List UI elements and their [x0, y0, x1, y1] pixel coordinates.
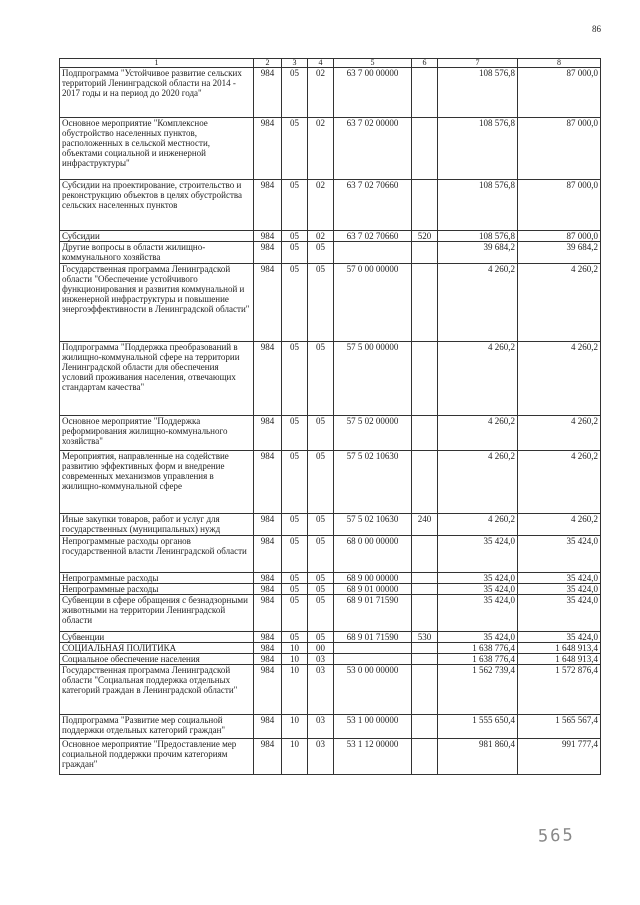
column-header: 1 [60, 59, 254, 68]
table-row [60, 643, 601, 654]
target-article: 57 5 02 10630 [334, 514, 412, 536]
row-name: СОЦИАЛЬНАЯ ПОЛИТИКА [60, 643, 254, 654]
target-article: 53 1 12 00000 [334, 739, 412, 775]
subsection-code: 02 [308, 231, 334, 242]
expense-type [412, 739, 438, 775]
table-row [60, 595, 601, 632]
amount-col8: 87 000,0 [518, 231, 601, 242]
subsection-code: 03 [308, 739, 334, 775]
table-row [60, 264, 601, 342]
section-code: 10 [282, 654, 308, 665]
amount-col8: 4 260,2 [518, 514, 601, 536]
row-name: Основное мероприятие "Поддержка реформирования жилищно-коммунального хозяйства" [60, 416, 254, 451]
expense-type [412, 416, 438, 451]
table-row [60, 68, 601, 118]
target-article: 57 0 00 00000 [334, 264, 412, 342]
table-row [60, 231, 601, 242]
ministry-code: 984 [254, 584, 282, 595]
target-article: 53 0 00 00000 [334, 665, 412, 715]
row-name: Государственная программа Ленинградской области "Обеспечение устойчивого функционирования и развития коммунальной и инженерной инфраструктуры и повышение энергоэффективности в Ленинградской области" [60, 264, 254, 342]
ministry-code: 984 [254, 715, 282, 739]
expense-type [412, 342, 438, 416]
section-code: 10 [282, 715, 308, 739]
amount-col8: 35 424,0 [518, 595, 601, 632]
handwritten-page-number: 565 [537, 825, 576, 847]
amount-col7: 1 555 650,4 [438, 715, 518, 739]
subsection-code: 05 [308, 451, 334, 514]
amount-col8: 39 684,2 [518, 242, 601, 264]
subsection-code: 05 [308, 342, 334, 416]
column-header: 5 [334, 59, 412, 68]
expense-type: 240 [412, 514, 438, 536]
table-row [60, 584, 601, 595]
section-code: 05 [282, 242, 308, 264]
amount-col7: 4 260,2 [438, 514, 518, 536]
section-code: 05 [282, 451, 308, 514]
amount-col7: 35 424,0 [438, 595, 518, 632]
row-name: Основное мероприятие "Комплексное обустройство населенных пунктов, расположенных в сельской местности, объектами социальной и инженерной инфраструктуры" [60, 118, 254, 180]
target-article [334, 242, 412, 264]
expense-type [412, 654, 438, 665]
table-row [60, 242, 601, 264]
subsection-code: 03 [308, 654, 334, 665]
subsection-code: 05 [308, 264, 334, 342]
section-code: 05 [282, 342, 308, 416]
subsection-code: 05 [308, 632, 334, 643]
row-name: Субвенции в сфере обращения с безнадзорными животными на территории Ленинградской области [60, 595, 254, 632]
target-article: 68 9 01 00000 [334, 584, 412, 595]
table-row [60, 632, 601, 643]
target-article: 68 9 00 00000 [334, 573, 412, 584]
expense-type [412, 242, 438, 264]
subsection-code: 05 [308, 573, 334, 584]
column-header: 3 [282, 59, 308, 68]
section-code: 05 [282, 595, 308, 632]
ministry-code: 984 [254, 665, 282, 715]
row-name: Другие вопросы в области жилищно-коммунального хозяйства [60, 242, 254, 264]
table-row [60, 180, 601, 231]
amount-col8: 87 000,0 [518, 180, 601, 231]
table-row [60, 451, 601, 514]
target-article: 63 7 02 70660 [334, 180, 412, 231]
section-code: 05 [282, 231, 308, 242]
table-row [60, 573, 601, 584]
amount-col8: 35 424,0 [518, 536, 601, 573]
amount-col8: 87 000,0 [518, 68, 601, 118]
row-name: Непрограммные расходы [60, 573, 254, 584]
amount-col7: 108 576,8 [438, 68, 518, 118]
section-code: 10 [282, 643, 308, 654]
target-article: 63 7 02 70660 [334, 231, 412, 242]
ministry-code: 984 [254, 231, 282, 242]
ministry-code: 984 [254, 632, 282, 643]
ministry-code: 984 [254, 573, 282, 584]
table-row [60, 514, 601, 536]
expense-type [412, 264, 438, 342]
amount-col8: 35 424,0 [518, 573, 601, 584]
column-number-row [60, 59, 601, 68]
subsection-code: 05 [308, 416, 334, 451]
row-name: Подпрограмма "Развитие мер социальной поддержки отдельных категорий граждан" [60, 715, 254, 739]
ministry-code: 984 [254, 118, 282, 180]
subsection-code: 00 [308, 643, 334, 654]
amount-col7: 35 424,0 [438, 573, 518, 584]
expense-type [412, 118, 438, 180]
section-code: 05 [282, 536, 308, 573]
amount-col7: 1 638 776,4 [438, 654, 518, 665]
target-article: 68 0 00 00000 [334, 536, 412, 573]
ministry-code: 984 [254, 536, 282, 573]
target-article: 68 9 01 71590 [334, 595, 412, 632]
row-name: Подпрограмма "Устойчивое развитие сельских территорий Ленинградской области на 2014 - 2017 годы и на период до 2020 года" [60, 68, 254, 118]
target-article: 63 7 02 00000 [334, 118, 412, 180]
target-article: 63 7 00 00000 [334, 68, 412, 118]
amount-col7: 108 576,8 [438, 180, 518, 231]
amount-col7: 4 260,2 [438, 416, 518, 451]
target-article [334, 654, 412, 665]
amount-col8: 1 565 567,4 [518, 715, 601, 739]
amount-col7: 981 860,4 [438, 739, 518, 775]
ministry-code: 984 [254, 595, 282, 632]
expense-type: 520 [412, 231, 438, 242]
amount-col7: 1 562 739,4 [438, 665, 518, 715]
amount-col7: 35 424,0 [438, 584, 518, 595]
ministry-code: 984 [254, 180, 282, 231]
expense-type [412, 715, 438, 739]
row-name: Государственная программа Ленинградской области "Социальная поддержка отдельных категорий граждан в Ленинградской области" [60, 665, 254, 715]
table-row [60, 739, 601, 775]
table-row [60, 118, 601, 180]
ministry-code: 984 [254, 654, 282, 665]
expense-type [412, 180, 438, 231]
amount-col8: 87 000,0 [518, 118, 601, 180]
amount-col7: 4 260,2 [438, 451, 518, 514]
amount-col8: 1 648 913,4 [518, 643, 601, 654]
ministry-code: 984 [254, 68, 282, 118]
expense-type [412, 584, 438, 595]
expense-type [412, 643, 438, 654]
amount-col7: 4 260,2 [438, 342, 518, 416]
budget-table [59, 58, 601, 775]
row-name: Основное мероприятие "Предоставление мер социальной поддержки прочим категориям граждан" [60, 739, 254, 775]
target-article: 53 1 00 00000 [334, 715, 412, 739]
amount-col8: 35 424,0 [518, 632, 601, 643]
column-header: 7 [438, 59, 518, 68]
amount-col7: 4 260,2 [438, 264, 518, 342]
target-article [334, 643, 412, 654]
amount-col7: 35 424,0 [438, 632, 518, 643]
page-number: 86 [592, 24, 601, 34]
ministry-code: 984 [254, 451, 282, 514]
subsection-code: 02 [308, 118, 334, 180]
amount-col7: 39 684,2 [438, 242, 518, 264]
ministry-code: 984 [254, 416, 282, 451]
ministry-code: 984 [254, 643, 282, 654]
table-row [60, 416, 601, 451]
amount-col8: 35 424,0 [518, 584, 601, 595]
subsection-code: 05 [308, 595, 334, 632]
target-article: 57 5 02 00000 [334, 416, 412, 451]
target-article: 57 5 00 00000 [334, 342, 412, 416]
section-code: 05 [282, 632, 308, 643]
section-code: 05 [282, 416, 308, 451]
subsection-code: 02 [308, 180, 334, 231]
table-row [60, 715, 601, 739]
amount-col7: 35 424,0 [438, 536, 518, 573]
subsection-code: 03 [308, 665, 334, 715]
section-code: 05 [282, 68, 308, 118]
expense-type [412, 573, 438, 584]
section-code: 05 [282, 180, 308, 231]
amount-col8: 4 260,2 [518, 416, 601, 451]
table-row [60, 665, 601, 715]
row-name: Иные закупки товаров, работ и услуг для государственных (муниципальных) нужд [60, 514, 254, 536]
row-name: Субсидии на проектирование, строительство и реконструкцию объектов в целях обустройства сельских населенных пунктов [60, 180, 254, 231]
column-header: 6 [412, 59, 438, 68]
row-name: Непрограммные расходы [60, 584, 254, 595]
subsection-code: 05 [308, 514, 334, 536]
amount-col8: 4 260,2 [518, 342, 601, 416]
table-row [60, 654, 601, 665]
amount-col7: 108 576,8 [438, 118, 518, 180]
ministry-code: 984 [254, 342, 282, 416]
subsection-code: 05 [308, 536, 334, 573]
row-name: Субвенции [60, 632, 254, 643]
row-name: Социальное обеспечение населения [60, 654, 254, 665]
expense-type [412, 451, 438, 514]
amount-col7: 108 576,8 [438, 231, 518, 242]
row-name: Непрограммные расходы органов государственной власти Ленинградской области [60, 536, 254, 573]
table-row [60, 536, 601, 573]
row-name: Мероприятия, направленные на содействие развитию эффективных форм и внедрение современных механизмов управления в жилищно-коммунальной сфере [60, 451, 254, 514]
expense-type [412, 595, 438, 632]
column-header: 4 [308, 59, 334, 68]
section-code: 05 [282, 118, 308, 180]
ministry-code: 984 [254, 264, 282, 342]
section-code: 05 [282, 514, 308, 536]
amount-col8: 991 777,4 [518, 739, 601, 775]
ministry-code: 984 [254, 242, 282, 264]
expense-type [412, 536, 438, 573]
target-article: 57 5 02 10630 [334, 451, 412, 514]
target-article: 68 9 01 71590 [334, 632, 412, 643]
section-code: 10 [282, 665, 308, 715]
table-row [60, 342, 601, 416]
column-header: 2 [254, 59, 282, 68]
amount-col8: 4 260,2 [518, 451, 601, 514]
ministry-code: 984 [254, 514, 282, 536]
section-code: 05 [282, 264, 308, 342]
row-name: Субсидии [60, 231, 254, 242]
column-header: 8 [518, 59, 601, 68]
subsection-code: 05 [308, 584, 334, 595]
row-name: Подпрограмма "Поддержка преобразований в жилищно-коммунальной сфере на территории Ленинградской области для обеспечения условий проживания населения, отвечающих стандартам качества" [60, 342, 254, 416]
amount-col8: 4 260,2 [518, 264, 601, 342]
section-code: 05 [282, 573, 308, 584]
section-code: 10 [282, 739, 308, 775]
amount-col8: 1 648 913,4 [518, 654, 601, 665]
expense-type [412, 665, 438, 715]
subsection-code: 02 [308, 68, 334, 118]
amount-col7: 1 638 776,4 [438, 643, 518, 654]
amount-col8: 1 572 876,4 [518, 665, 601, 715]
expense-type: 530 [412, 632, 438, 643]
subsection-code: 03 [308, 715, 334, 739]
expense-type [412, 68, 438, 118]
section-code: 05 [282, 584, 308, 595]
ministry-code: 984 [254, 739, 282, 775]
subsection-code: 05 [308, 242, 334, 264]
